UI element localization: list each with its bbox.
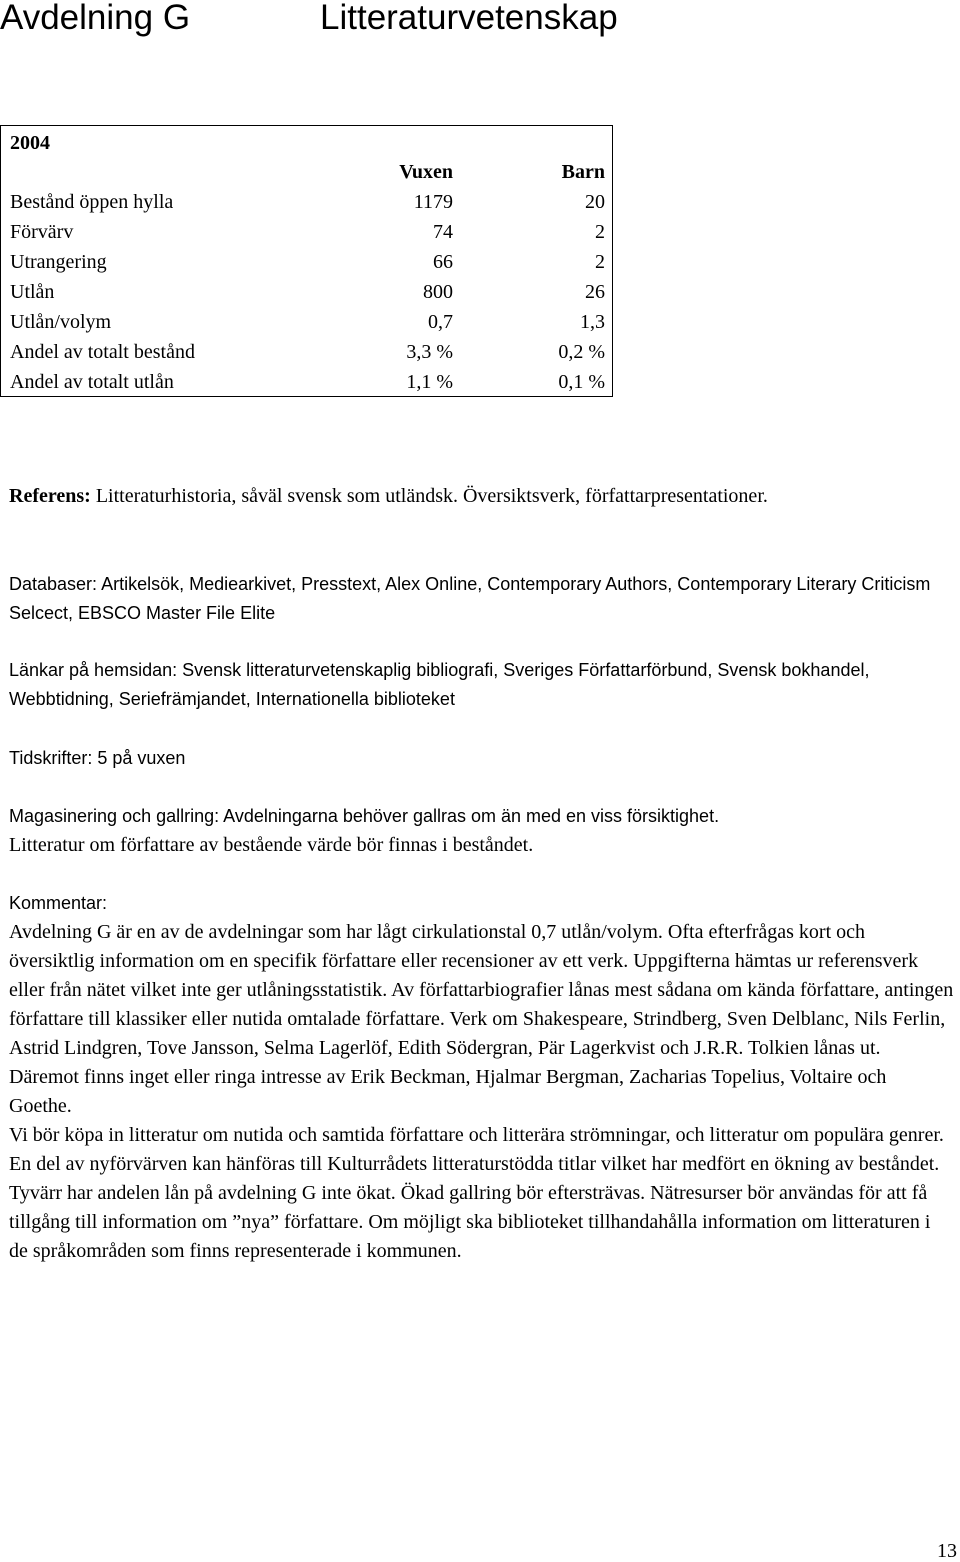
databaser-paragraph <box>9 570 954 628</box>
vuxen-value: 800 <box>423 281 453 303</box>
column-header-vuxen: Vuxen <box>399 161 453 183</box>
vuxen-value: 0,7 <box>428 311 453 333</box>
lankar-paragraph <box>9 656 954 714</box>
vuxen-value: 66 <box>433 251 453 273</box>
table-row <box>10 187 605 217</box>
referens-label: Referens: <box>9 485 91 507</box>
lankar-text: Svensk litteraturvetenskaplig bibliografi, Sveriges Författarförbund, Svensk bokhandel, Webbtidning, Seriefrämjandet, Internationella biblioteket <box>9 660 870 709</box>
row-label: Utrangering <box>10 251 107 273</box>
table-row <box>10 367 605 397</box>
referens-paragraph <box>9 482 954 511</box>
section-heading: Avdelning G <box>0 0 191 37</box>
row-label: Förvärv <box>10 221 74 243</box>
row-label: Utlån/volym <box>10 311 112 333</box>
kommentar-section <box>9 889 954 1266</box>
tidskrifter-label: Tidskrifter: <box>9 748 93 768</box>
barn-value: 2 <box>595 251 605 273</box>
row-label: Bestånd öppen hylla <box>10 191 174 213</box>
barn-value: 2 <box>595 221 605 243</box>
barn-value: 20 <box>585 191 605 213</box>
vuxen-value: 1,1 % <box>406 371 453 393</box>
magasinering-label: Magasinering och gallring: <box>9 806 220 826</box>
barn-value: 0,1 % <box>558 371 605 393</box>
barn-value: 1,3 <box>580 311 605 333</box>
statistics-table <box>0 125 613 397</box>
stats-year: 2004 <box>10 132 50 154</box>
tidskrifter-paragraph <box>9 744 954 773</box>
row-label: Utlån <box>10 281 55 303</box>
lankar-label: Länkar på hemsidan: <box>9 660 178 680</box>
table-row <box>10 217 605 247</box>
databaser-label: Databaser: <box>9 574 98 594</box>
barn-value: 26 <box>585 281 605 303</box>
table-row <box>10 277 605 307</box>
column-header-label <box>10 157 350 187</box>
page-number: 13 <box>937 1540 957 1562</box>
table-row <box>10 307 605 337</box>
magasinering-paragraph <box>9 802 954 860</box>
referens-text: Litteraturhistoria, såväl svensk som utländsk. Översiktsverk, författarpresentationer. <box>90 485 768 507</box>
kommentar-label: Kommentar: <box>9 893 108 913</box>
row-label: Andel av totalt bestånd <box>10 341 195 363</box>
vuxen-value: 74 <box>433 221 453 243</box>
databaser-text: Artikelsök, Mediearkivet, Presstext, Alex Online, Contemporary Authors, Contemporary Literary Criticism Selcect, EBSCO Master File Elite <box>9 574 931 623</box>
magasinering-text-2: Litteratur om författare av bestående värde bör finnas i beståndet. <box>9 834 534 856</box>
column-header-barn: Barn <box>561 161 605 183</box>
row-label: Andel av totalt utlån <box>10 371 174 393</box>
tidskrifter-text: 5 på vuxen <box>92 748 186 768</box>
vuxen-value: 3,3 % <box>406 341 453 363</box>
barn-value: 0,2 % <box>558 341 605 363</box>
kommentar-text: Avdelning G är en av de avdelningar som har lågt cirkulationstal 0,7 utlån/volym. Ofta efterfrågas kort och översiktlig information om en specifik författare eller recensioner av ett verk. Uppgifterna hämtas ur referensverk eller från nätet vilket inte ger utlåningsstatistik. Av författarbiografier lånas mest sådana om kända författare, antingen författare till klassiker eller nutida omtalade författare. Verk om Shakespeare, Strindberg, Sven Delblanc, Nils Ferlin, Astrid Lindgren, Tove Jansson, Selma Lagerlöf, Edith Södergran, Pär Lagerkvist och J.R.R. Tolkien lånas ut. Däremot finns inget eller ringa intresse av Erik Beckman, Hjalmar Bergman, Zacharias Topelius, Voltaire och Goethe. <box>9 921 954 1117</box>
magasinering-text: Avdelningarna behöver gallras om än med en viss försiktighet. <box>219 806 720 826</box>
table-header-row <box>10 157 605 187</box>
subject-heading: Litteraturvetenskap <box>320 0 618 37</box>
vuxen-value: 1179 <box>413 191 453 213</box>
kommentar-text-2: Vi bör köpa in litteratur om nutida och samtida författare och litterära strömningar, och litteratur om populära genrer. En del av nyförvärven kan hänföras till Kulturrådets litteraturstödda titlar vilket har medfört en ökning av beståndet. Tyvärr har andelen lån på avdelning G inte ökat. Ökad gallring bör eftersträvas. Nätresurser bör användas för att få tillgång till information om ”nya” författare. Om möjligt ska biblioteket tillhandahålla information om litteraturen i de språkområden som finns representerade i kommunen. <box>9 1124 944 1262</box>
stats-grid <box>10 157 605 397</box>
table-row <box>10 337 605 367</box>
page-title <box>0 0 618 38</box>
table-row <box>10 247 605 277</box>
